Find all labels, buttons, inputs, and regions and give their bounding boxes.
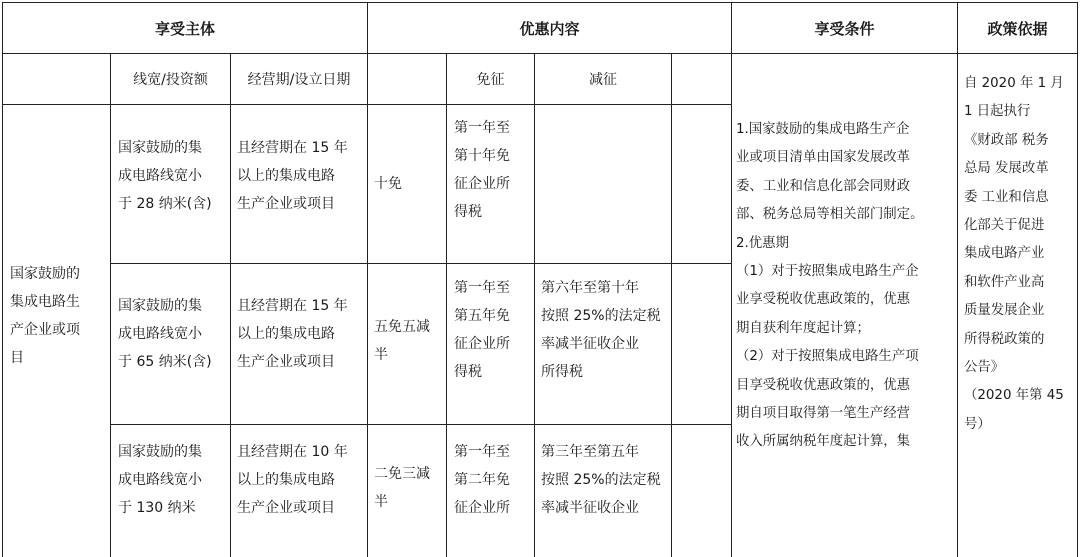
row2-period: 且经营期在 15 年 以上的集成电路 生产企业或项目 xyxy=(237,298,348,370)
row3-reduce: 第三年至第五年 按照 25%的法定税 率减半征收企业 xyxy=(541,444,661,516)
subheader-period: 经营期/设立日期 xyxy=(247,72,351,88)
col-divider-6 xyxy=(671,53,672,557)
col-divider-5 xyxy=(534,53,535,557)
row3-period: 且经营期在 10 年 以上的集成电路 生产企业或项目 xyxy=(237,444,348,516)
col-border-right xyxy=(1077,2,1078,557)
row1-divider xyxy=(110,263,732,264)
col-divider-8 xyxy=(957,2,958,557)
subheader-reduce: 减征 xyxy=(589,72,617,88)
row1-period: 且经营期在 15 年 以上的集成电路 生产企业或项目 xyxy=(237,140,348,212)
header-basis: 政策依据 xyxy=(987,19,1048,38)
row1-exempt: 第一年至 第十年免 征企业所 得税 xyxy=(454,120,510,220)
col-divider-2 xyxy=(230,53,231,557)
row3-exempt: 第一年至 第二年免 征企业所 xyxy=(454,444,510,516)
subheader-exempt: 免征 xyxy=(476,72,505,88)
row1-benefit: 十免 xyxy=(374,176,402,192)
header-condition: 享受条件 xyxy=(814,19,875,38)
condition-text: 1.国家鼓励的集成电路生产企 业或项目清单由国家发展改革 委、工业和信息化部会同财政 部、税务总局等相关部门制定。 2.优惠期 （1）对于按照集成电路生产企 业享受税收优惠政策的，优惠 期自获利年度起计算； （2）对于按照集成电路生产项 目享受税收优惠政策的，优惠 期自项目取得第一笔生产经营 收入所属纳税年度起计算，集 xyxy=(736,122,924,450)
header-subject: 享受主体 xyxy=(154,19,215,38)
row3-benefit: 二免三减 半 xyxy=(374,466,430,510)
col-divider-4 xyxy=(446,53,447,557)
col-border-left xyxy=(2,2,3,557)
row2-exempt: 第一年至 第五年免 征企业所 得税 xyxy=(454,280,510,380)
subheader-linewidth: 线宽/投资额 xyxy=(133,72,208,88)
row2-benefit: 五免五减 半 xyxy=(374,319,430,363)
col-divider-7 xyxy=(731,2,732,557)
policy-basis-text: 自 2020 年 1 月 1 日起执行 《财政部 税务 总局 发展改革 委 工业和信息 化部关于促进 集成电路产业 和软件产业高 质量发展企业 所得税政策的 公告》 （2020 年第 45 号） xyxy=(964,76,1064,432)
row1-reduce xyxy=(541,114,669,244)
row1-linewidth: 国家鼓励的集 成电路线宽小 于 28 纳米(含) xyxy=(118,140,212,212)
subject-label: 国家鼓励的 集成电路生 产企业或项 目 xyxy=(10,266,80,366)
col-divider-3 xyxy=(367,2,368,557)
row3-linewidth: 国家鼓励的集 成电路线宽小 于 130 纳米 xyxy=(118,444,202,516)
header-benefit: 优惠内容 xyxy=(519,19,580,38)
row2-linewidth: 国家鼓励的集 成电路线宽小 于 65 纳米(含) xyxy=(118,298,212,370)
col-divider-1 xyxy=(110,53,111,557)
row2-reduce: 第六年至第十年 按照 25%的法定税 率减半征收企业 所得税 xyxy=(541,280,661,380)
row2-divider xyxy=(110,424,732,425)
